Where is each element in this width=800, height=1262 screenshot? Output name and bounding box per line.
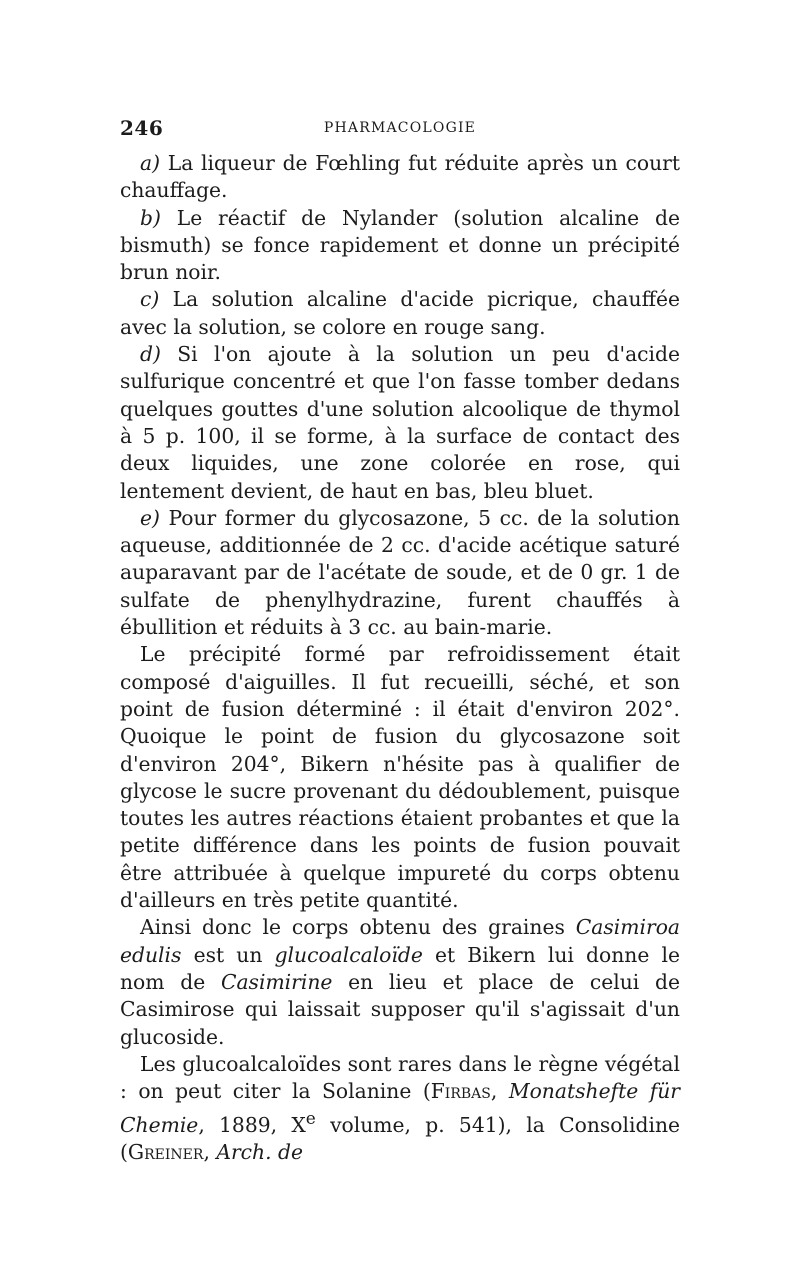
text-run: est un (181, 942, 275, 967)
item-label: b) (140, 205, 161, 230)
journal-title: Monatshefte für Chemie (120, 1079, 680, 1138)
text-run: , (490, 1079, 509, 1104)
paragraph-glucoalcaloides (120, 1051, 680, 1167)
running-head (120, 116, 680, 146)
item-label: d) (140, 342, 161, 367)
journal-title: Arch. de (216, 1140, 303, 1165)
paragraph-casimirine (120, 914, 680, 1050)
text-run: en lieu et place de celui de Casimirose qui laissait supposer qu'il s'agissait d'un glucoside. (120, 969, 680, 1049)
paragraph-reaction-a (120, 150, 680, 205)
text-run: Ainsi donc le corps obtenu des graines (140, 915, 576, 940)
paragraph-precipitate (120, 641, 680, 914)
item-label: e) (140, 505, 160, 530)
item-label: a) (140, 151, 161, 175)
text-run: Les glucoalcaloïdes sont rares dans le règne végétal : on peut citer la Solanine ( (120, 1051, 680, 1104)
paragraph-reaction-e (120, 505, 680, 641)
paragraph-reaction-d (120, 341, 680, 505)
paragraph-text: Si l'on ajoute à la solution un peu d'acide sulfurique concentré et que l'on fasse tomber dedans quelques gouttes d'une solution alcoolique de thymol à 5 p. 100, il se forme, à la surface de contact des deux liquides, une zone colorée en rose, qui lentement devient, de haut en bas, bleu bluet. (120, 342, 680, 503)
page-number: 246 (120, 116, 164, 140)
paragraph-text: Le réactif de Nylander (solution alcaline de bismuth) se fonce rapidement et donne un précipité brun noir. (120, 205, 680, 285)
paragraph-reaction-c (120, 286, 680, 341)
italic-term: Casimirine (220, 969, 333, 994)
paragraph-text: La liqueur de Fœhling fut réduite après un court chauffage. (120, 151, 680, 203)
author-name: Greiner (127, 1140, 204, 1165)
running-title: PHARMACOLOGIE (323, 120, 477, 136)
text-run: , (203, 1140, 217, 1165)
paragraph-text: Le précipité formé par refroidissement était composé d'aiguilles. Il fut recueilli, séché, et son point de fusion déterminé : il était d'environ 202°. Quoique le point de fusion du glycosazone soit d'environ 204°, Bikern n'hésite pas à qualifier de glycose le sucre provenant du dédoublement, puisque toutes les autres réactions étaient probantes et que la petite différence dans les points de fusion pouvait être attribuée à quelque impureté du corps obtenu d'ailleurs en très petite quantité. (120, 642, 680, 913)
item-label: c) (140, 287, 160, 312)
text-run: et Bikern lui donne le nom de (120, 942, 681, 994)
species-name: Casimiroa edulis (120, 915, 680, 967)
author-name: Firbas (430, 1079, 491, 1104)
superscript: e (305, 1108, 316, 1129)
body-text (120, 150, 680, 1167)
paragraph-text: Pour former du glycosazone, 5 cc. de la solution aqueuse, additionnée de 2 cc. d'acide acétique saturé auparavant par de l'acétate de soude, et de 0 gr. 1 de sulfate de phenylhydrazine, furent chauffés à ébullition et réduits à 3 cc. au bain-marie. (120, 505, 680, 640)
italic-term: glucoalcaloïde (274, 942, 423, 967)
text-run: , 1889, X (198, 1113, 306, 1138)
paragraph-reaction-b (120, 205, 680, 287)
paragraph-text: La solution alcaline d'acide picrique, chauffée avec la solution, se colore en rouge sang. (120, 287, 680, 339)
text-run: volume, p. 541), la Consolidine ( (120, 1113, 681, 1165)
